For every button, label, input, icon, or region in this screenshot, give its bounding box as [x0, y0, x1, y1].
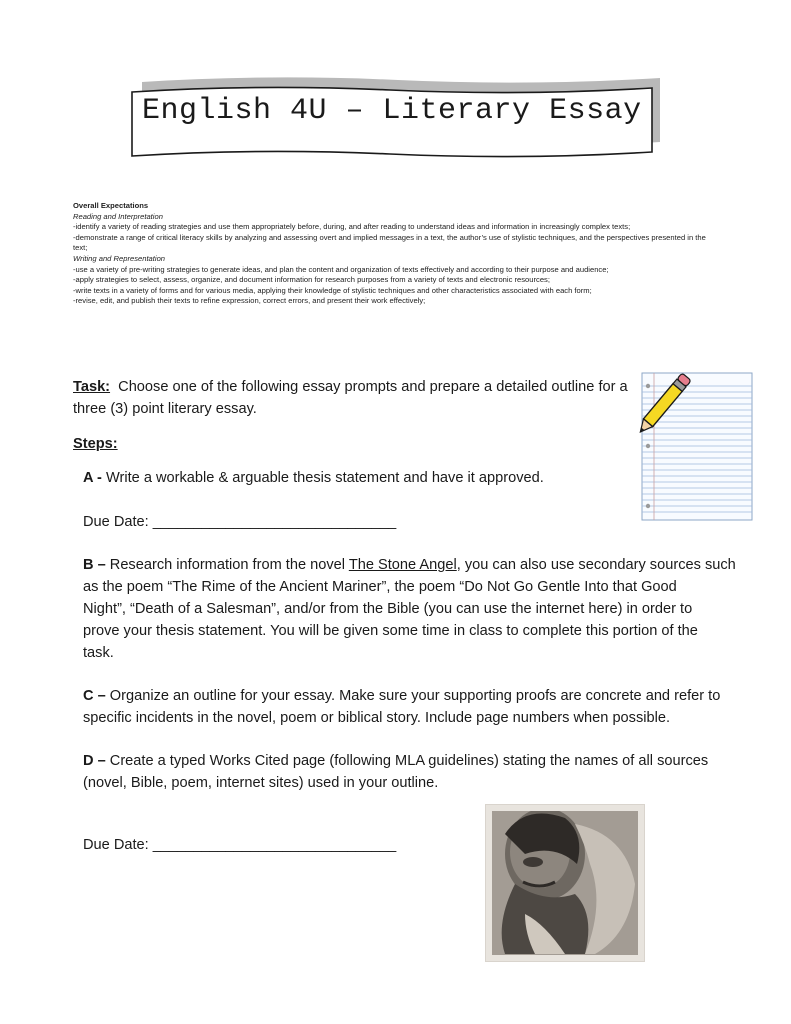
step-c-text: Organize an outline for your essay. Make sure your supporting proofs are concrete and refer to	[109, 688, 721, 704]
writing-item: -use a variety of pre-writing strategies to generate ideas, and plan the content and organization of texts effectively and according to their purpose and audience;	[73, 264, 609, 274]
step-b-letter: B –	[83, 557, 106, 573]
book-title: The Stone Angel	[348, 557, 457, 573]
stone-angel-statue-photo	[485, 804, 645, 962]
due-date-2: Due Date: ______________________________	[83, 837, 397, 853]
writing-item: -revise, edit, and publish their texts to refine expression, correct errors, and present their work effectively;	[73, 296, 426, 306]
reading-item: -identify a variety of reading strategies and use them appropriately before, during, and after reading to understand ideas and information in increasingly complex texts;	[73, 222, 631, 232]
step-c-letter: C –	[83, 688, 106, 704]
title-banner	[128, 74, 668, 166]
step-b-text: Research information from the novel	[109, 557, 346, 573]
due-date-1: Due Date: ______________________________	[83, 514, 397, 530]
task-line-1	[73, 376, 628, 398]
writing-subheading: Writing and Representation	[73, 253, 166, 263]
step-d-letter: D –	[83, 753, 106, 769]
step-d-text: Create a typed Works Cited page (following MLA guidelines) stating the names of all sources	[109, 753, 709, 769]
task-line-2: three (3) point literary essay.	[73, 401, 257, 417]
overall-expectations	[73, 201, 713, 307]
task-text: Choose one of the following essay prompts and prepare a detailed outline for a	[118, 379, 628, 395]
notebook-paper-pencil-icon	[641, 372, 753, 521]
step-a	[83, 467, 544, 489]
expectations-heading: Overall Expectations	[73, 201, 149, 210]
step-b-line-5: task.	[83, 645, 114, 661]
writing-item: -write texts in a variety of forms and for various media, applying their knowledge of stylistic techniques and other characteristics associated with each form;	[73, 285, 592, 295]
pencil-icon	[633, 364, 703, 434]
step-c-line-2: specific incidents in the novel, poem or biblical story. Include page numbers when possible.	[83, 710, 671, 726]
step-c-line-1	[83, 685, 720, 707]
step-d-line-2: (novel, Bible, poem, internet sites) used in your outline.	[83, 775, 439, 791]
step-a-letter: A -	[83, 470, 102, 486]
statue-photo-illustration	[485, 804, 645, 962]
step-b-line-4: prove your thesis statement. You will be given some time in class to complete this portion of the	[83, 623, 698, 639]
step-b-text-post: , you can also use secondary sources such	[456, 557, 736, 573]
writing-item: -apply strategies to select, assess, organize, and document information for research purposes from a variety of texts and electronic resources;	[73, 275, 550, 285]
step-d-line-1	[83, 750, 708, 772]
page-title: English 4U – Literary Essay	[142, 94, 642, 128]
step-b-line-3: Night”, “Death of a Salesman”, and/or from the Bible (you can use the internet here) in order to	[83, 601, 693, 617]
steps-heading: Steps:	[73, 436, 118, 452]
step-b-line-1	[83, 554, 736, 576]
reading-item: -demonstrate a range of critical literacy skills by analyzing and assessing overt and implied messages in a text, the author’s use of stylistic techniques, and the perspectives presented in the text;	[73, 232, 706, 253]
step-b-line-2: as the poem “The Rime of the Ancient Mariner”, the poem “Do Not Go Gentle Into that Good	[83, 579, 677, 595]
step-a-text: Write a workable & arguable thesis statement and have it approved.	[105, 470, 544, 486]
reading-subheading: Reading and Interpretation	[73, 211, 163, 221]
task-label: Task:	[73, 379, 111, 395]
